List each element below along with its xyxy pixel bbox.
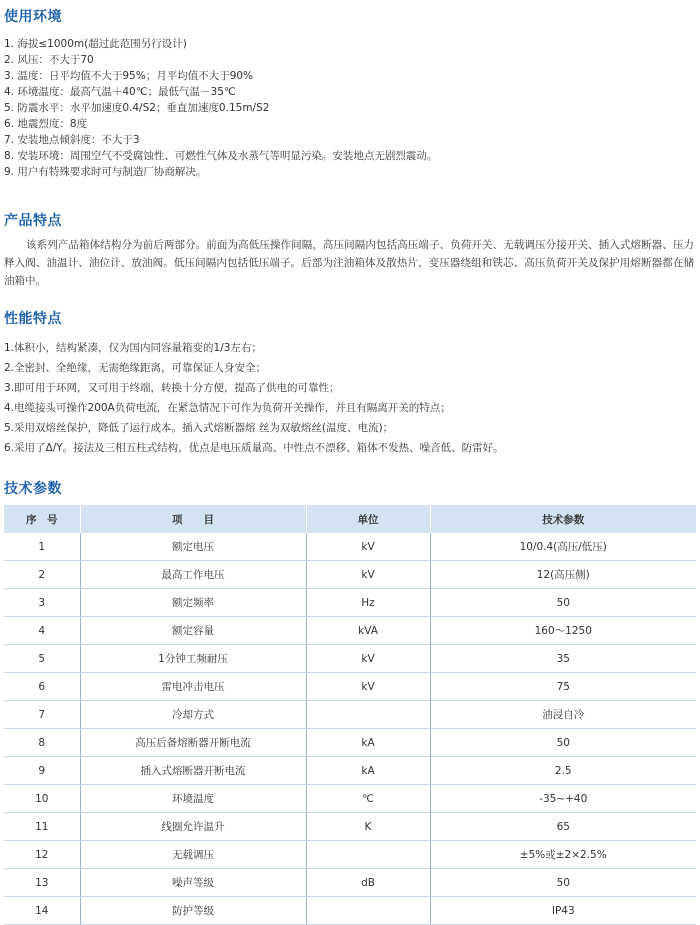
row-value: 50	[430, 729, 696, 757]
row-item: 防护等级	[80, 897, 306, 925]
header-item: 项 目	[80, 505, 306, 533]
table-row	[4, 645, 696, 673]
row-value: 50	[430, 589, 696, 617]
environment-list	[4, 36, 437, 180]
row-value: ±5%或±2×2.5%	[430, 841, 696, 869]
environment-item: 6. 地震烈度：8度	[4, 118, 88, 130]
params-table	[4, 505, 696, 925]
table-row	[4, 757, 696, 785]
table-row	[4, 785, 696, 813]
row-item: 无载调压	[80, 841, 306, 869]
row-item: 噪声等级	[80, 869, 306, 897]
row-item: 线圈允许温升	[80, 813, 306, 841]
row-index: 12	[4, 841, 80, 869]
table-row	[4, 533, 696, 561]
row-value: 2.5	[430, 757, 696, 785]
row-index: 7	[4, 701, 80, 729]
row-unit: kV	[306, 673, 430, 701]
table-row	[4, 841, 696, 869]
row-value: 75	[430, 673, 696, 701]
row-unit: ℃	[306, 785, 430, 813]
environment-item: 9. 用户有特殊要求时可与制造厂协商解决。	[4, 166, 207, 178]
row-item: 高压后备熔断器开断电流	[80, 729, 306, 757]
header-index: 序 号	[4, 505, 80, 533]
row-index: 1	[4, 533, 80, 561]
row-value: 160～1250	[430, 617, 696, 645]
table-row	[4, 673, 696, 701]
row-unit: kA	[306, 729, 430, 757]
performance-item: 6.采用了Δ/Y。接法及三相五柱式结构，优点是电压质量高、中性点不漂移、箱体不发热、噪音低、防雷好。	[4, 442, 504, 454]
params-header-row	[4, 505, 696, 533]
row-item: 最高工作电压	[80, 561, 306, 589]
features-heading: 产品特点	[4, 213, 62, 229]
row-item: 额定电压	[80, 533, 306, 561]
header-unit: 单位	[306, 505, 430, 533]
row-item: 冷却方式	[80, 701, 306, 729]
environment-item: 7. 安装地点倾斜度：不大于3	[4, 134, 140, 146]
row-value: 35	[430, 645, 696, 673]
environment-item: 4. 环境温度：最高气温＋40℃；最低气温－35℃	[4, 86, 236, 98]
performance-item: 1.体积小，结构紧凑，仅为国内同容量箱变的1/3左右；	[4, 342, 262, 354]
row-value: IP43	[430, 897, 696, 925]
row-index: 9	[4, 757, 80, 785]
environment-item: 1. 海拔≤1000m(超过此范围另行设计)	[4, 38, 187, 50]
row-unit: kVA	[306, 617, 430, 645]
table-row	[4, 813, 696, 841]
row-index: 13	[4, 869, 80, 897]
performance-heading: 性能特点	[4, 311, 62, 327]
table-row	[4, 897, 696, 925]
row-item: 插入式熔断器开断电流	[80, 757, 306, 785]
row-unit: kA	[306, 757, 430, 785]
row-index: 5	[4, 645, 80, 673]
row-index: 10	[4, 785, 80, 813]
performance-item: 4.电缆接头可操作200A负荷电流，在紧急情况下可作为负荷开关操作，并且有隔离开关的特点；	[4, 402, 451, 414]
row-value: 50	[430, 869, 696, 897]
row-value: 10/0.4(高压/低压)	[430, 533, 696, 561]
environment-item: 2. 风压：不大于70	[4, 54, 94, 66]
row-index: 3	[4, 589, 80, 617]
performance-item: 3.即可用于环网，又可用于终端，转换十分方便，提高了供电的可靠性；	[4, 382, 340, 394]
row-index: 4	[4, 617, 80, 645]
row-unit: K	[306, 813, 430, 841]
row-unit: kV	[306, 561, 430, 589]
features-paragraph: 该系列产品箱体结构分为前后两部分。前面为高低压操作间隔，高压间隔内包括高压端子、负荷开关、无载调压分接开关、插入式熔断器、压力释入阀、油温计、油位计、放油阀。低压间隔内包括低压端子。后部为注油箱体及散热片，变压器绕组和铁芯、高压负荷开关及保护用熔断器都在储油箱中。	[4, 239, 694, 287]
table-row	[4, 869, 696, 897]
row-item: 额定容量	[80, 617, 306, 645]
performance-item: 2.全密封、全绝缘，无需绝缘距离，可靠保证人身安全；	[4, 362, 267, 374]
row-unit: dB	[306, 869, 430, 897]
row-item: 雷电冲击电压	[80, 673, 306, 701]
row-unit: Hz	[306, 589, 430, 617]
row-value: 12(高压侧)	[430, 561, 696, 589]
table-row	[4, 729, 696, 757]
row-unit	[306, 841, 430, 869]
row-item: 1分钟工频耐压	[80, 645, 306, 673]
row-value: 油浸自冷	[430, 701, 696, 729]
performance-list	[4, 338, 504, 458]
params-heading: 技术参数	[4, 481, 62, 497]
environment-item: 8. 安装环境：周围空气不受腐蚀性、可燃性气体及水蒸气等明显污染。安装地点无剧烈震动。	[4, 150, 438, 162]
header-value: 技术参数	[430, 505, 696, 533]
row-item: 环境温度	[80, 785, 306, 813]
row-unit	[306, 897, 430, 925]
performance-item: 5.采用双熔丝保护，降低了运行成本。插入式熔断器熔 丝为双敏熔丝(温度、电流)；	[4, 422, 394, 434]
row-index: 8	[4, 729, 80, 757]
row-unit: kV	[306, 533, 430, 561]
row-index: 11	[4, 813, 80, 841]
row-index: 2	[4, 561, 80, 589]
environment-heading: 使用环境	[4, 9, 62, 25]
row-value: -35~+40	[430, 785, 696, 813]
environment-item: 5. 防震水平：水平加速度0.4/S2；垂直加速度0.15m/S2	[4, 102, 270, 114]
row-index: 6	[4, 673, 80, 701]
table-row	[4, 617, 696, 645]
row-unit: kV	[306, 645, 430, 673]
row-item: 额定频率	[80, 589, 306, 617]
row-unit	[306, 701, 430, 729]
table-row	[4, 561, 696, 589]
row-index: 14	[4, 897, 80, 925]
environment-item: 3. 温度：日平均值不大于95%；月平均值不大于90%	[4, 70, 254, 82]
row-value: 65	[430, 813, 696, 841]
table-row	[4, 701, 696, 729]
table-row	[4, 589, 696, 617]
